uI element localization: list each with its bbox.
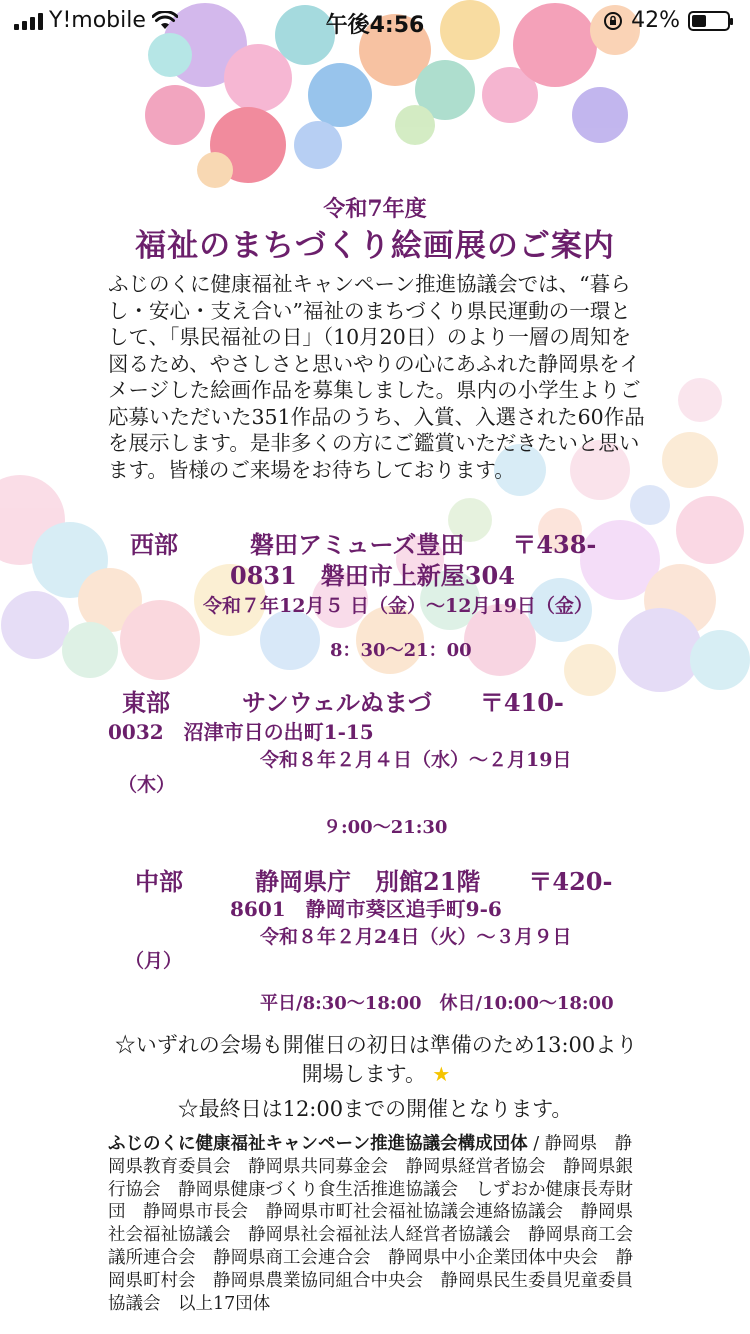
venue-east-line2: 0032 沼津市日の出町1-15 xyxy=(108,720,374,744)
venue-east-line1: 東部 サンウェルぬまづ 〒410- xyxy=(122,688,564,717)
member-organizations-list: / 静岡県 静岡県教育委員会 静岡県共同募金会 静岡県経営者協会 静岡県銀行協会 静岡県健康づくり食生活推進協議会 しずおか健康長寿財団 静岡県市長会 静岡県市町社会福祉協議会連絡協議会 静岡県社会福祉協議会 静岡県社会福祉法人経営者協議会 静岡県商工会議所連合会 静岡県商工会連合会 静岡県中小企業団体中央会 静岡県町村会 静岡県農業協同組合中央会 静岡県民生委員児童委員協議会 以上17団体 xyxy=(108,1134,633,1314)
battery-level xyxy=(692,15,706,27)
member-organizations xyxy=(108,1133,648,1315)
star-icon: ★ xyxy=(426,1062,451,1086)
first-day-note-text: ☆いずれの会場も開催日の初日は準備のため13:00より開場します。 xyxy=(114,1033,638,1086)
venue-central-dates: 令和８年２月24日（火）～３月９日 xyxy=(260,926,572,948)
page-title: 福祉のまちづくり絵画展のご案内 xyxy=(135,228,615,264)
venue-central-line2: 8601 静岡市葵区追手町9-6 xyxy=(230,897,502,921)
first-day-note xyxy=(106,1031,646,1089)
carrier-name: Y!mobile xyxy=(49,8,146,33)
status-bar xyxy=(0,0,750,40)
venue-east-hours: ９:00～21:30 xyxy=(323,817,448,838)
venue-central-line1: 中部 静岡県庁 別館21階 〒420- xyxy=(135,867,613,896)
last-day-note: ☆最終日は12:00までの開催となります。 xyxy=(177,1097,573,1121)
venue-east-dates-cont: （木） xyxy=(118,774,176,796)
battery-icon xyxy=(688,11,730,31)
venue-east-dates: 令和８年２月４日（水）～２月19日 xyxy=(260,749,572,771)
venue-central-dates-cont: （月） xyxy=(125,950,183,972)
battery-percent: 42% xyxy=(631,8,680,33)
orientation-lock-icon xyxy=(603,11,623,31)
venue-central-hours: 平日/8:30～18:00 休日/10:00～18:00 xyxy=(260,993,614,1014)
venue-west-dates: 令和７年12月５ 日（金）～12月19日（金） xyxy=(203,595,593,617)
status-right xyxy=(603,8,730,33)
intro-paragraph: ふじのくに健康福祉キャンペーン推進協議会では、“暮らし・安心・支え合い”福祉のまちづくり県民運動の一環として、「県民福祉の日」（10月20日）のより一層の周知を図るため、やさしさと思いやりの心にあふれた静岡県をイメージした絵画作品を募集しました。県内の小学生よりご応募いただいた351作品のうち、入賞、入選された60作品を展示します。是非多くの方にご鑑賞いただきたいと思います。皆様のご来場をお待ちしております。 xyxy=(108,272,645,482)
fiscal-year-label: 令和7年度 xyxy=(323,196,427,222)
status-time: 午後4:56 xyxy=(325,13,425,38)
venue-west-line2: 0831 磐田市上新屋304 xyxy=(230,561,515,590)
member-organizations-lead: ふじのくに健康福祉キャンペーン推進協議会構成団体 xyxy=(108,1134,528,1154)
venue-west-line1: 西部 磐田アミューズ豊田 〒438- xyxy=(130,530,597,559)
venue-west-hours: 8：30～21：00 xyxy=(330,640,472,661)
